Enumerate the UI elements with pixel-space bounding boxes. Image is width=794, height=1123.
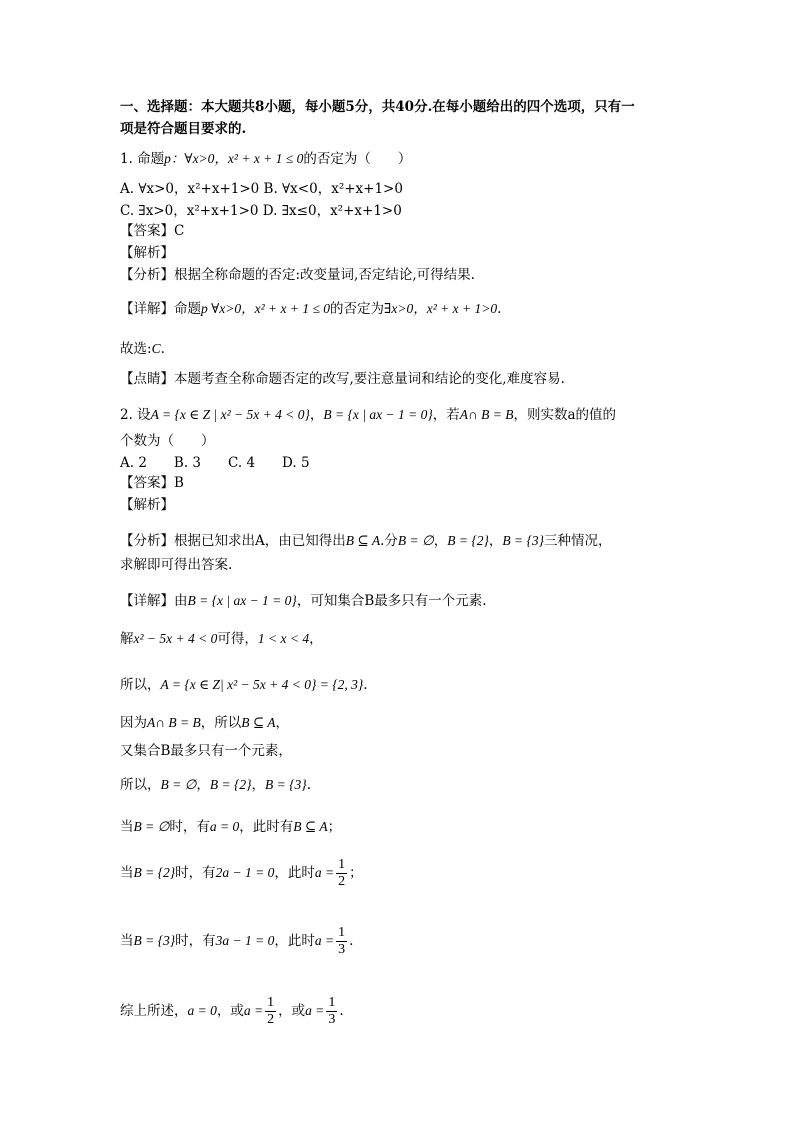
- q2-fenxi-line2: 求解即可得出答案.: [120, 557, 233, 573]
- q2-cases-list: 所以，B = ∅，B = {2}，B = {3}.: [120, 777, 311, 793]
- q1-detail-math2: ∃x>0，x² + x + 1>0: [384, 301, 498, 316]
- q1-options-line1: A. ∀x>0，x²+x+1>0 B. ∀x<0，x²+x+1>0: [120, 181, 403, 197]
- q2-condition: A∩ B = B: [459, 407, 514, 422]
- q2-stem: 2. 设A = {x ∈ Z | x² − 5x + 4 < 0}，B = {x | ax − 1 = 0}，若A∩ B = B，则实数a的值的: [120, 407, 617, 423]
- section-heading-line1: 一、选择题：本大题共8小题，每小题5分，共40分.在每小题给出的四个选项，只有一: [120, 99, 635, 115]
- q2-analysis-label: 【解析】: [120, 497, 174, 513]
- q2-case2: 当B = {2}时，有2a − 1 = 0，此时a = $\frac{1}{2}$ ；: [120, 857, 363, 889]
- fraction: $\frac{1}{3}$: [338, 925, 346, 957]
- q2-solve: 解x² − 5x + 4 < 0可得，1 < x < 4，: [120, 631, 323, 647]
- q1-detail: 【详解】命题p ∀x>0，x² + x + 1 ≤ 0的否定为∃x>0，x² + x + 1>0.: [120, 301, 502, 317]
- q2-set-a: A = {x ∈ Z | x² − 5x + 4 < 0}: [150, 407, 310, 422]
- q2-case1: 当B = ∅时，有a = 0，此时有B ⊆ A；: [120, 819, 342, 835]
- q2-fenxi-line1: 【分析】根据已知求出A，由已知得出B ⊆ A.分B = ∅，B = {2}，B = {3}三种情况，: [120, 533, 612, 549]
- q2-again: 又集合B最多只有一个元素，: [120, 743, 292, 759]
- q1-fenxi: 【分析】根据全称命题的否定:改变量词,否定结论,可得结果.: [120, 267, 475, 283]
- q1-options-line2: C. ∃x>0，x²+x+1>0 D. ∃x≤0，x²+x+1>0: [120, 203, 402, 219]
- section-heading-line2: 项是符合题目要求的.: [120, 121, 247, 137]
- q2-set-a-result: 所以，A = {x ∈ Z| x² − 5x + 4 < 0} = {2, 3}.: [120, 677, 368, 693]
- q2-set-b: B = {x | ax − 1 = 0}: [323, 407, 433, 422]
- fraction: $\frac{1}{2}$: [338, 857, 346, 889]
- q2-answer: 【答案】B: [120, 475, 184, 491]
- q1-answer: 【答案】C: [120, 223, 185, 239]
- q2-detail: 【详解】由B = {x | ax − 1 = 0}，可知集合B最多只有一个元素.: [120, 593, 487, 609]
- q1-analysis-label: 【解析】: [120, 245, 174, 261]
- q1-stem: 1. 命题p：∀x>0，x² + x + 1 ≤ 0的否定为（ ）: [120, 151, 412, 167]
- q2-options: A. 2 B. 3 C. 4 D. 5: [120, 455, 310, 471]
- q1-stem-math: p：∀x>0，x² + x + 1 ≤ 0: [164, 151, 304, 166]
- q1-detail-math1: p ∀x>0，x² + x + 1 ≤ 0: [201, 301, 331, 316]
- q1-choose: 故选:C.: [120, 341, 165, 357]
- q1-dianjing: 【点睛】本题考查全称命题否定的改写,要注意量词和结论的变化,难度容易.: [120, 371, 565, 387]
- fraction: $\frac{1}{2}$: [267, 995, 275, 1027]
- q2-stem-line2: 个数为（ ）: [120, 433, 215, 449]
- q2-summary: 综上所述，a = 0，或a = $\frac{1}{2}$ ，或a = $\frac{1}{3}$ .: [120, 995, 344, 1027]
- fraction: $\frac{1}{3}$: [328, 995, 336, 1027]
- q2-case3: 当B = {3}时，有3a − 1 = 0，此时a = $\frac{1}{3}$ .: [120, 925, 354, 957]
- q2-because: 因为A∩ B = B，所以B ⊆ A，: [120, 715, 290, 731]
